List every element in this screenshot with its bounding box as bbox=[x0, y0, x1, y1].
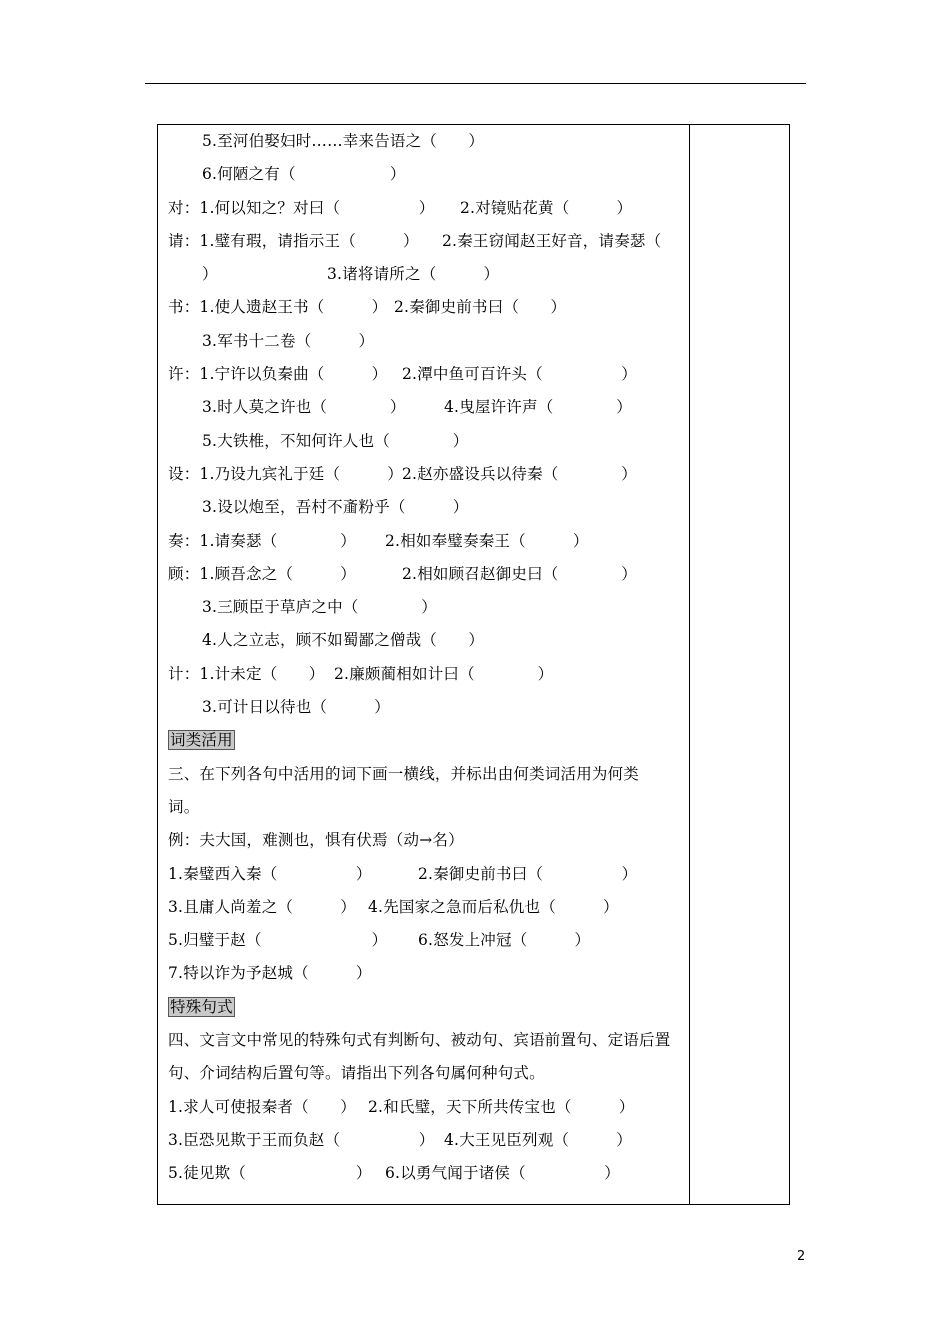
vocab-line bbox=[168, 591, 688, 624]
line-text: 设：1.乃设九宾礼于廷（ ） bbox=[168, 464, 403, 483]
line-text: 3.且庸人尚羞之（ ） bbox=[168, 897, 356, 916]
example-line bbox=[168, 824, 688, 857]
line-text: 1.秦璧西入秦（ ） bbox=[168, 864, 372, 883]
line-text: 3.三顾臣于草庐之中（ ） bbox=[202, 598, 437, 617]
line-text: 5.大铁椎，不知何许人也（ ） bbox=[202, 431, 469, 450]
line-text: 5.归璧于赵（ ） bbox=[168, 931, 388, 950]
vocab-line bbox=[168, 391, 688, 424]
line-text: 三、在下列各句中活用的词下画一横线，并标出由何类词活用为何类 bbox=[168, 764, 640, 783]
line-text: 2.秦御史前书曰（ ） bbox=[418, 864, 638, 883]
line-text: 5.至河伯娶妇时……幸来告语之（ ） bbox=[202, 132, 485, 150]
exercise-content bbox=[168, 125, 688, 1191]
vocab-line bbox=[168, 158, 688, 191]
vocab-line bbox=[168, 624, 688, 657]
vocab-line bbox=[168, 658, 688, 691]
table-column-divider bbox=[689, 125, 690, 1204]
exercise-table bbox=[157, 124, 790, 1205]
line-text: 6.以勇气闻于诸侯（ ） bbox=[385, 1164, 620, 1183]
instruction-line bbox=[168, 1024, 688, 1057]
line-text: 3.可计日以待也（ ） bbox=[202, 698, 390, 717]
vocab-line bbox=[168, 558, 688, 591]
instruction-line bbox=[168, 791, 688, 824]
line-text: 7.特以诈为予赵城（ ） bbox=[168, 964, 372, 983]
vocab-line bbox=[168, 458, 688, 491]
section-label-word-class: 词类活用 bbox=[170, 731, 233, 750]
question-line bbox=[168, 957, 688, 990]
line-text: 词。 bbox=[168, 797, 200, 816]
line-text: 2.相如奉璧奏秦王（ ） bbox=[385, 531, 589, 550]
section-label-special-sentence: 特殊句式 bbox=[170, 997, 233, 1016]
line-text: 2.潭中鱼可百许头（ ） bbox=[402, 365, 637, 384]
line-text: 4.先国家之急而后私仇也（ ） bbox=[368, 897, 619, 916]
line-text: 2.赵亦盛设兵以待秦（ ） bbox=[402, 464, 637, 483]
line-text: 2.相如顾召赵御史曰（ ） bbox=[402, 564, 637, 583]
line-text: 6.何陋之有（ ） bbox=[202, 165, 406, 184]
line-text: 3.臣恐见欺于王而负赵（ ） bbox=[168, 1130, 435, 1149]
vocab-line bbox=[168, 325, 688, 358]
line-text: 5.徒见欺（ ） bbox=[168, 1164, 372, 1183]
section-heading bbox=[168, 991, 688, 1024]
line-text: 2.秦御史前书曰（ ） bbox=[394, 298, 567, 317]
vocab-line bbox=[168, 425, 688, 458]
page-number: 2 bbox=[797, 1249, 806, 1264]
instruction-line bbox=[168, 1057, 688, 1090]
line-text: 4.大王见臣列观（ ） bbox=[444, 1130, 632, 1149]
vocab-line bbox=[168, 225, 688, 258]
vocab-line bbox=[168, 358, 688, 391]
line-text: 2.对镜贴花黄（ ） bbox=[460, 198, 633, 217]
question-line bbox=[168, 1157, 688, 1190]
line-text: 2.秦王窃闻赵王好音，请奏瑟（ bbox=[442, 231, 662, 250]
vocab-line bbox=[168, 258, 688, 291]
line-text: 1.求人可使报秦者（ ） bbox=[168, 1097, 356, 1116]
line-text: 书：1.使人遗赵王书（ ） bbox=[168, 298, 388, 317]
vocab-line bbox=[168, 691, 688, 724]
question-line bbox=[168, 891, 688, 924]
line-text: 对：1.何以知之？对曰（ ） bbox=[168, 198, 435, 217]
line-text: 句、介词结构后置句等。请指出下列各句属何种句式。 bbox=[168, 1064, 545, 1083]
line-text: 2.廉颇蔺相如计曰（ ） bbox=[334, 664, 554, 683]
line-text: 4.人之立志，顾不如蜀鄙之僧哉（ ） bbox=[202, 631, 485, 650]
line-text: 奏：1.请奏瑟（ ） bbox=[168, 531, 356, 550]
instruction-line bbox=[168, 758, 688, 791]
vocab-line bbox=[168, 525, 688, 558]
question-line bbox=[168, 1124, 688, 1157]
line-text: ） bbox=[202, 265, 218, 284]
vocab-line bbox=[168, 491, 688, 524]
line-text: 顾：1.顾吾念之（ ） bbox=[168, 564, 356, 583]
line-text: 请：1.璧有瑕，请指示王（ ） bbox=[168, 231, 419, 250]
line-text: 3.诸将请所之（ ） bbox=[327, 265, 500, 284]
vocab-line bbox=[168, 192, 688, 225]
line-text: 例：夫大国，难测也，惧有伏焉（动→名） bbox=[168, 831, 464, 850]
line-text: 3.时人莫之许也（ ） bbox=[202, 398, 406, 417]
line-text: 四、文言文中常见的特殊句式有判断句、被动句、宾语前置句、定语后置 bbox=[168, 1031, 671, 1050]
line-text: 计：1.计未定（ ） bbox=[168, 664, 325, 683]
section-heading bbox=[168, 724, 688, 757]
line-text: 6.怒发上冲冠（ ） bbox=[418, 931, 591, 950]
question-line bbox=[168, 858, 688, 891]
line-text: 3.军书十二卷（ ） bbox=[202, 331, 375, 350]
question-line bbox=[168, 924, 688, 957]
line-text: 4.曳屋许许声（ ） bbox=[444, 398, 632, 417]
line-text: 3.设以炮至，吾村不齑粉乎（ ） bbox=[202, 498, 469, 517]
question-line bbox=[168, 1091, 688, 1124]
vocab-line bbox=[168, 125, 688, 158]
line-text: 许：1.宁许以负秦曲（ ） bbox=[168, 365, 388, 384]
header-rule bbox=[145, 83, 806, 84]
vocab-line bbox=[168, 291, 688, 324]
line-text: 2.和氏璧，天下所共传宝也（ ） bbox=[368, 1097, 635, 1116]
